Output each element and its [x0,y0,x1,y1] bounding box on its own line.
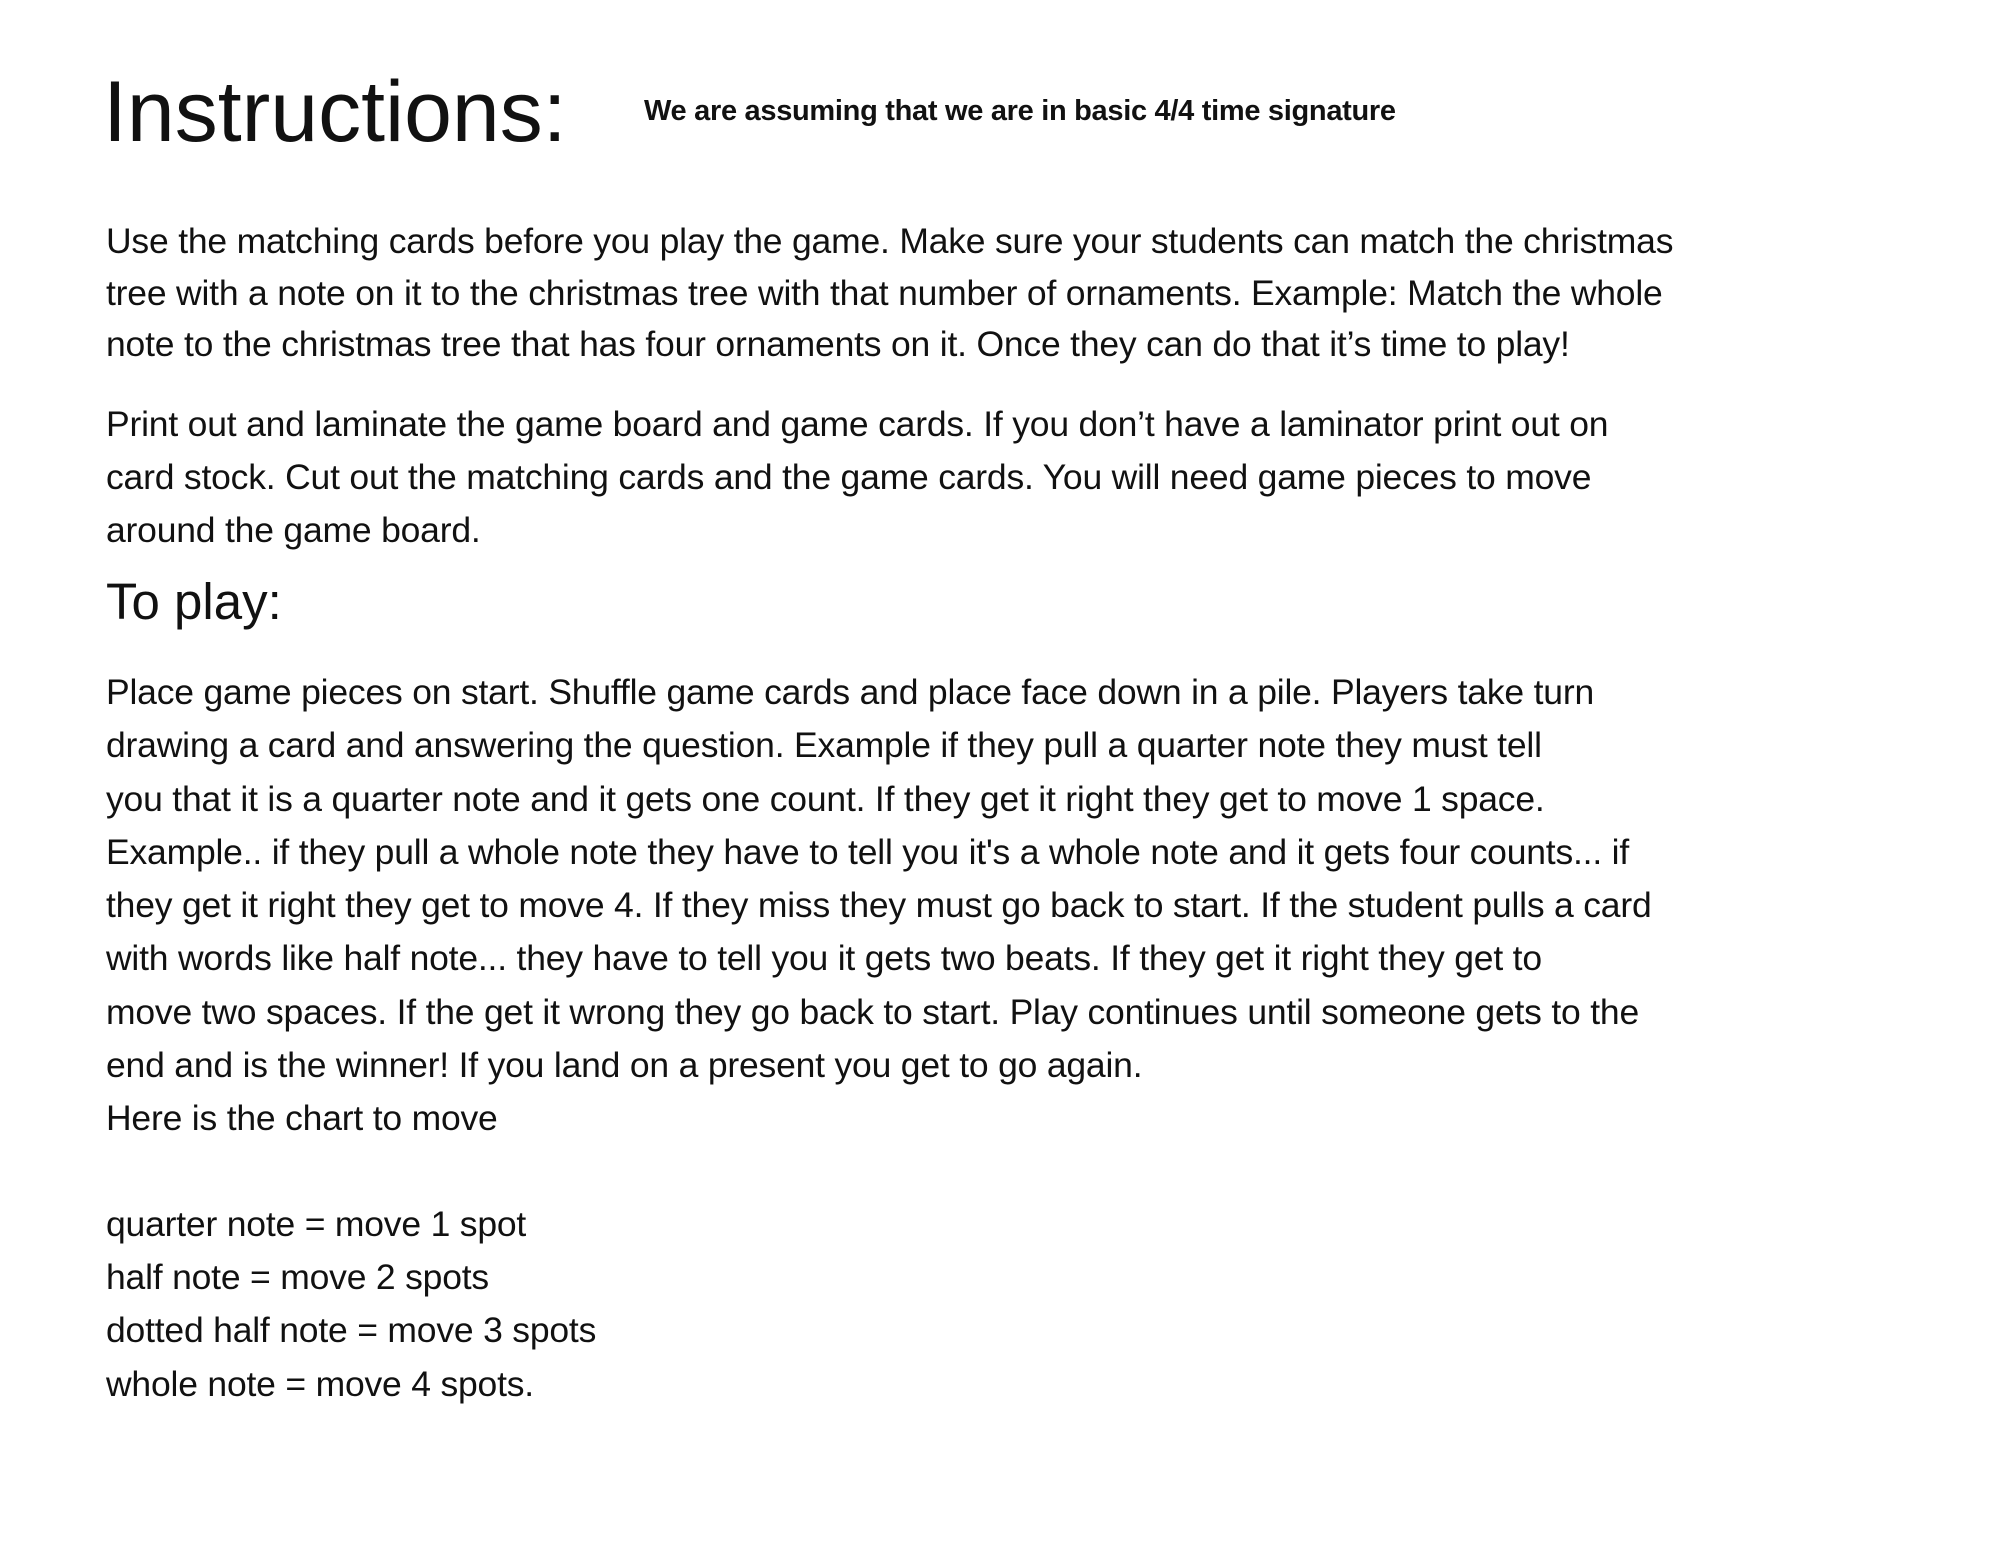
matching-cards-paragraph [106,216,1673,371]
paragraph-line: tree with a note on it to the christmas tree with that number of ornaments. Example: Match the whole [106,272,1663,313]
paragraph-line: end and is the winner! If you land on a present you get to go again. [106,1045,1143,1086]
rules-paragraph [106,666,1652,1146]
paragraph-line: move two spaces. If the get it wrong they go back to start. Play continues until someone gets to the [106,991,1639,1032]
paragraph-line: Place game pieces on start. Shuffle game cards and place face down in a pile. Players take turn [106,672,1594,712]
paragraph-line: Print out and laminate the game board and game cards. If you don’t have a laminator print out on [106,404,1609,444]
paragraph-line: Here is the chart to move [106,1098,498,1139]
paragraph-line: you that it is a quarter note and it gets one count. If they get it right they get to move 1 space. [106,778,1545,819]
time-signature-note: We are assuming that we are in basic 4/4 time signature [644,95,1396,127]
move-chart-item: whole note = move 4 spots. [106,1363,534,1404]
move-chart-item: quarter note = move 1 spot [106,1204,527,1244]
paragraph-line: around the game board. [106,510,481,550]
paragraph-line: Use the matching cards before you play the game. Make sure your students can match the christmas [106,221,1674,261]
print-paragraph [106,398,1608,557]
paragraph-line: with words like half note... they have to tell you it gets two beats. If they get it right they get to [106,938,1542,979]
move-chart-item: dotted half note = move 3 spots [106,1310,597,1351]
move-chart-list [106,1198,596,1411]
paragraph-line: drawing a card and answering the question. Example if they pull a quarter note they must tell [106,725,1542,766]
paragraph-line: note to the christmas tree that has four ornaments on it. Once they can do that it’s time to play! [106,324,1570,364]
to-play-heading: To play: [106,573,282,630]
paragraph-line: card stock. Cut out the matching cards and the game cards. You will need game pieces to move [106,457,1592,497]
page-title: Instructions: [103,64,567,160]
paragraph-line: Example.. if they pull a whole note they have to tell you it's a whole note and it gets four counts... if [106,831,1630,872]
paragraph-line: they get it right they get to move 4. If they miss they must go back to start. If the student pulls a card [106,885,1652,926]
move-chart-item: half note = move 2 spots [106,1257,489,1298]
